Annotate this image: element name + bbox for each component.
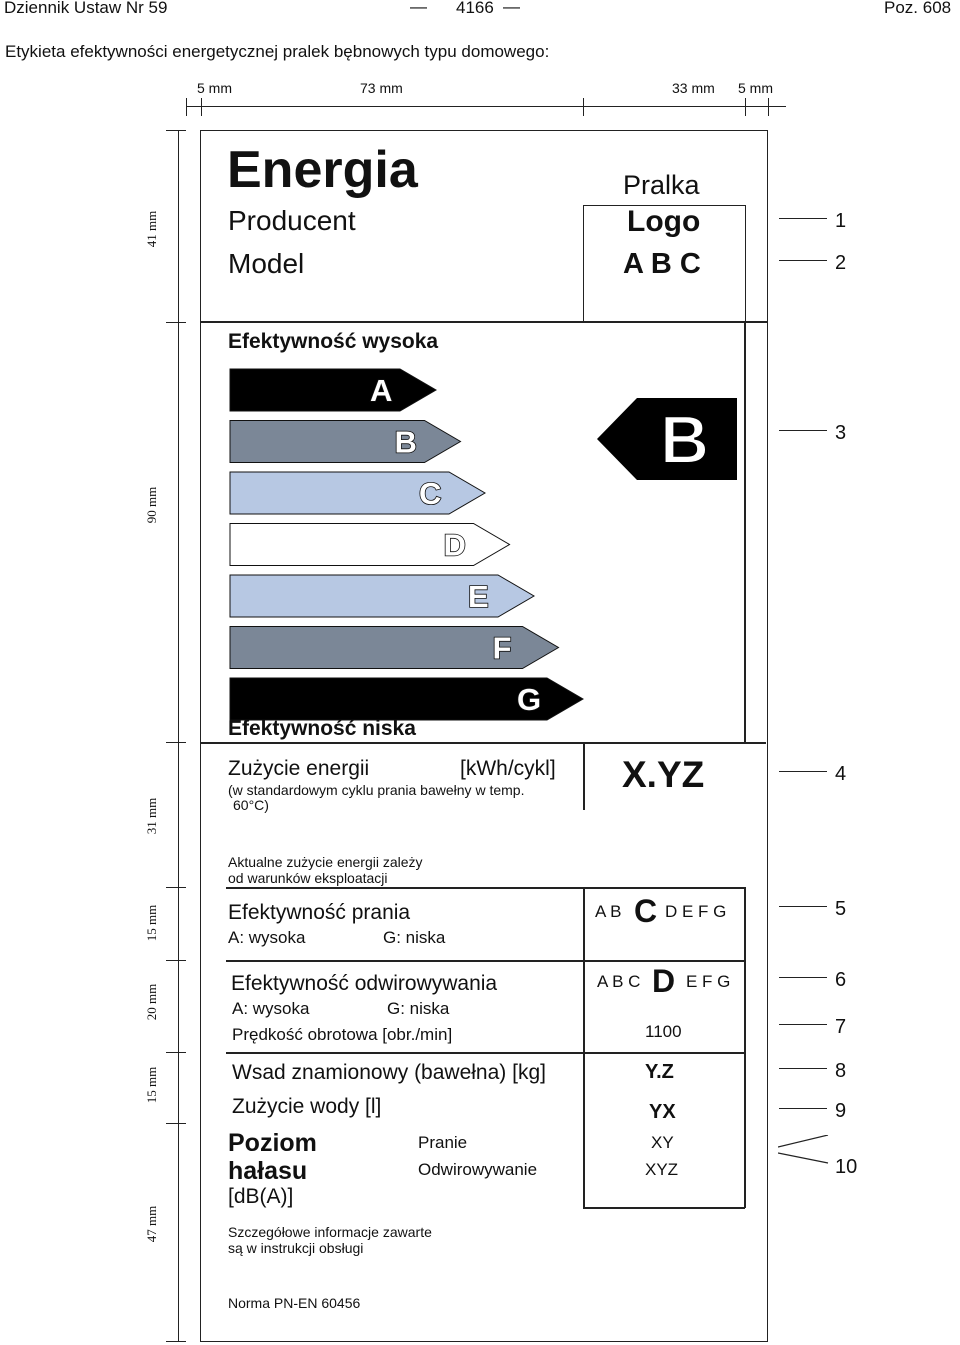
left-dim-4: 15 mm (144, 904, 159, 942)
efficiency-bar-letter-a: A (370, 373, 393, 408)
callout-number-3: 3 (835, 422, 847, 444)
left-dim-6: 15 mm (144, 1066, 159, 1104)
manufacturer-label: Producent (228, 205, 356, 236)
spin-efficiency-title: Efektywność odwirowywania (231, 972, 498, 995)
spin-scale-left: A B C (597, 972, 641, 991)
noise-wash-label: Pranie (418, 1133, 468, 1152)
wash-efficiency-high: A: wysoka (228, 928, 306, 947)
noise-spin-label: Odwirowywanie (418, 1160, 538, 1179)
position-number: Poz. 608 (884, 0, 952, 17)
energy-note-line-1: (w standardowym cyklu prania bawełny w temp. (228, 782, 525, 798)
noise-unit: [dB(A)] (228, 1185, 294, 1208)
callout-line-7 (779, 1024, 827, 1025)
wash-efficiency-title: Efektywność prania (228, 901, 411, 924)
left-tick-1 (166, 130, 186, 131)
top-dim-2: 73 mm (360, 80, 403, 96)
top-dim-4: 5 mm (738, 80, 773, 96)
left-tick-7 (166, 1123, 186, 1124)
callout-number-4: 4 (835, 763, 847, 785)
callout-line-6 (779, 977, 827, 978)
actual-consumption-note-2: od warunków eksploatacji (228, 870, 388, 886)
info-note-line-2: są w instrukcji obsługi (228, 1240, 364, 1256)
capacity-label: Wsad znamionowy (bawełna) [kg] (232, 1061, 546, 1084)
left-tick-6 (166, 1052, 186, 1053)
efficiency-bar-letter-c: C (419, 476, 442, 511)
header-divider (200, 321, 768, 323)
energy-consumption-label: Zużycie energii (228, 757, 370, 780)
callout-number-2: 2 (835, 252, 847, 274)
left-dim-7: 47 mm (144, 1205, 159, 1243)
callout-number-5: 5 (835, 898, 847, 920)
standard-reference: Norma PN-EN 60456 (228, 1295, 361, 1311)
model-label: Model (228, 248, 305, 279)
spin-box-right (744, 960, 746, 1052)
scale-divider (200, 742, 766, 744)
left-dimension-line (178, 130, 179, 1342)
noise-label-line-2: hałasu (228, 1157, 308, 1185)
callout-line-3 (779, 430, 827, 431)
callout-number-9: 9 (835, 1100, 847, 1122)
top-tick-5 (768, 98, 769, 116)
efficiency-bar-a (230, 369, 436, 411)
page-number: 4166 (456, 0, 494, 17)
efficiency-bar-letter-f: F (492, 630, 512, 666)
wash-box-left (583, 887, 585, 960)
top-tick-4 (745, 98, 746, 116)
logo-text: Logo (627, 205, 701, 238)
document-title: Etykieta efektywności energetycznej pralek bębnowych typu domowego: (5, 42, 550, 61)
energy-title: Energia (227, 141, 418, 199)
top-dim-1: 5 mm (197, 80, 232, 96)
noise-spin-value: XYZ (645, 1160, 679, 1179)
wash-efficiency-low: G: niska (383, 928, 446, 947)
wash-scale-right: D E F G (665, 902, 727, 921)
left-dim-3: 31 mm (144, 797, 159, 835)
efficiency-high-label: Efektywność wysoka (228, 330, 439, 353)
top-tick-1 (186, 98, 187, 116)
journal-name: Dziennik Ustaw Nr 59 (4, 0, 168, 17)
callout-line-4 (779, 771, 827, 772)
callout-line-5 (779, 906, 827, 907)
energy-divider (226, 887, 744, 889)
left-tick-4 (166, 887, 186, 888)
values-box-bottom (583, 1207, 745, 1209)
callout-line-1 (779, 218, 827, 219)
left-tick-2 (166, 322, 186, 323)
noise-wash-value: XY (651, 1133, 674, 1152)
efficiency-bar-c (230, 472, 485, 514)
efficiency-low-label: Efektywność niska (228, 717, 416, 740)
top-dim-3: 33 mm (672, 80, 715, 96)
spin-class: D (652, 963, 676, 999)
callout-number-10: 10 (835, 1156, 858, 1178)
wash-class: C (634, 893, 658, 929)
appliance-type: Pralka (623, 170, 700, 200)
efficiency-bar-d (230, 524, 510, 566)
noise-label-line-1: Poziom (228, 1129, 317, 1157)
spin-efficiency-low: G: niska (387, 999, 450, 1018)
callout-number-7: 7 (835, 1016, 847, 1038)
actual-consumption-note-1: Aktualne zużycie energii zależy (228, 854, 423, 870)
left-dim-1: 41 mm (144, 210, 159, 248)
page-number-dash-right: — (503, 0, 520, 16)
efficiency-bar-b (230, 421, 461, 463)
rating-letter: B (660, 402, 710, 478)
right-column-border (744, 321, 746, 743)
callout-line-8 (779, 1068, 827, 1069)
top-tick-2 (201, 98, 202, 116)
spin-divider (226, 1052, 744, 1054)
spin-scale-right: E F G (686, 972, 731, 991)
spin-box-left (583, 960, 585, 1052)
water-value: YX (649, 1101, 676, 1123)
values-box-right (744, 1052, 746, 1208)
values-box-left (583, 1052, 585, 1208)
model-code: A B C (623, 248, 701, 280)
top-tick-3 (583, 98, 584, 116)
efficiency-bar-letter-e: E (468, 579, 489, 614)
callout-line-9 (779, 1108, 827, 1109)
callout-number-6: 6 (835, 969, 847, 991)
left-tick-8 (166, 1341, 186, 1342)
energy-note-line-2: 60°C) (233, 797, 269, 813)
water-label: Zużycie wody [l] (232, 1095, 382, 1118)
callout-line-2 (779, 260, 827, 261)
callout-line-10 (778, 1135, 830, 1165)
left-dim-5: 20 mm (144, 983, 159, 1021)
spin-speed-label: Prędkość obrotowa [obr./min] (232, 1025, 453, 1044)
energy-value-divider (583, 742, 585, 810)
wash-scale-left: A B (595, 902, 622, 921)
left-dim-2: 90 mm (144, 486, 159, 524)
top-dimension-line (186, 106, 786, 107)
energy-value: X.YZ (622, 754, 705, 795)
spin-efficiency-high: A: wysoka (232, 999, 310, 1018)
efficiency-scale (228, 366, 584, 722)
page-number-dash-left: — (410, 0, 427, 16)
wash-divider (226, 960, 744, 962)
info-note-line-1: Szczegółowe informacje zawarte (228, 1224, 432, 1240)
efficiency-bar-letter-g: G (517, 682, 542, 717)
callout-number-1: 1 (835, 210, 847, 232)
callout-number-8: 8 (835, 1060, 847, 1082)
spin-speed-value: 1100 (645, 1022, 682, 1041)
left-tick-3 (166, 742, 186, 743)
energy-unit: [kWh/cykl] (460, 757, 556, 780)
left-tick-5 (166, 960, 186, 961)
efficiency-bar-letter-d: D (443, 527, 466, 563)
efficiency-bar-letter-b: B (394, 424, 417, 460)
capacity-value: Y.Z (645, 1061, 674, 1083)
wash-box-right (744, 887, 746, 960)
